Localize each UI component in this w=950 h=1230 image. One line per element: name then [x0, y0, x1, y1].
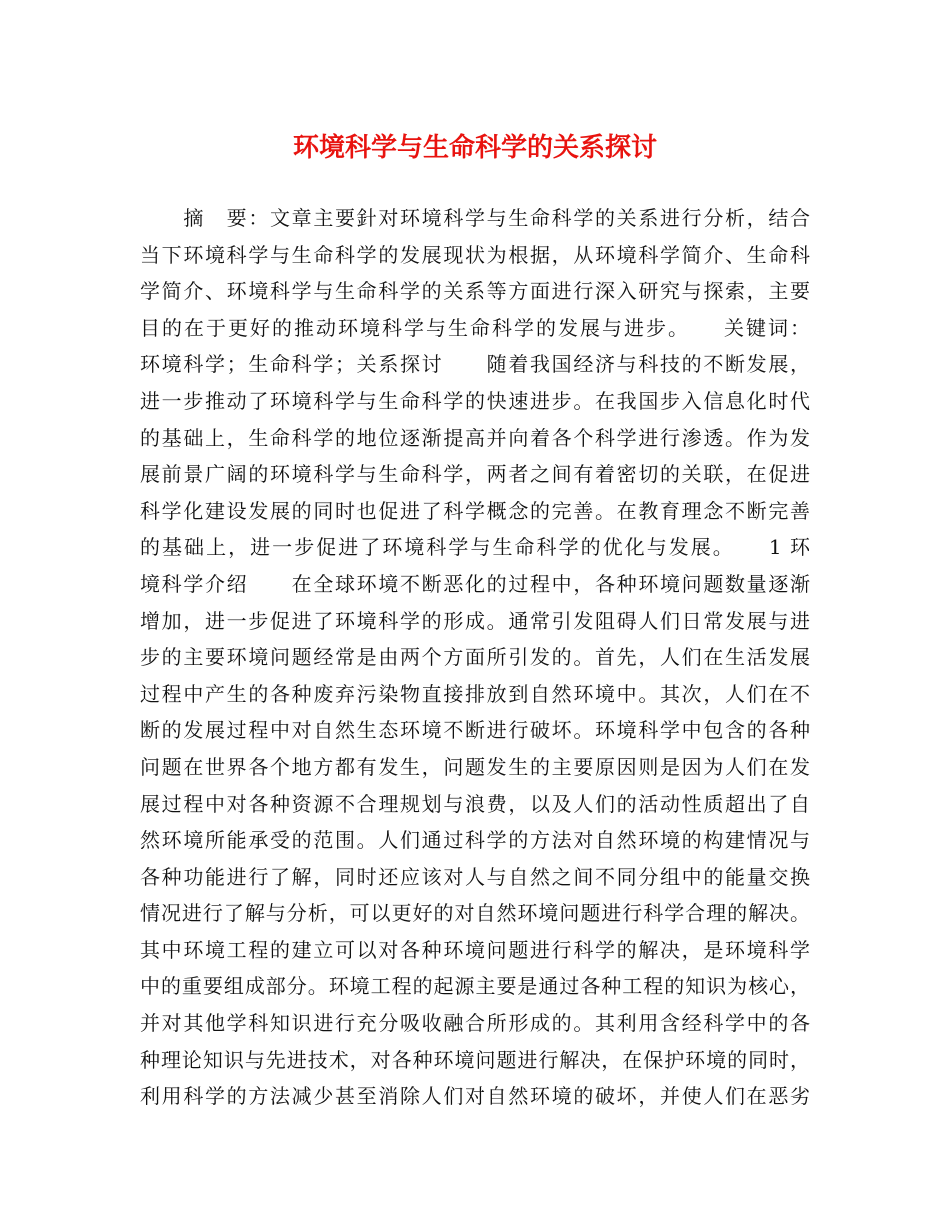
body-line: 过程中产生的各种废弃污染物直接排放到自然环境中。其次，人们在不: [140, 681, 810, 706]
body-line: 境科学介绍 在全球环境不断恶化的过程中，各种环境问题数量逐渐: [140, 571, 810, 596]
body-line: 其中环境工程的建立可以对各种环境问题进行科学的解决，是环境科学: [140, 937, 810, 962]
body-line: 利用科学的方法减少甚至消除人们对自然环境的破坏，并使人们在恶劣: [140, 1084, 810, 1109]
body-line: 增加，进一步促进了环境科学的形成。通常引发阻碍人们日常发展与进: [140, 608, 810, 633]
body-line: 各种功能进行了解，同时还应该对人与自然之间不同分组中的能量交换: [140, 864, 810, 889]
body-line: 的基础上，生命科学的地位逐渐提高并向着各个科学进行渗透。作为发: [140, 425, 810, 450]
body-line: 当下环境科学与生命科学的发展现状为根据，从环境科学简介、生命科: [140, 242, 810, 267]
document-title: 环境科学与生命科学的关系探讨: [292, 133, 657, 163]
body-line: 展过程中对各种资源不合理规划与浪费，以及人们的活动性质超出了自: [140, 791, 810, 816]
body-line: 然环境所能承受的范围。人们通过科学的方法对自然环境的构建情况与: [140, 828, 810, 853]
body-line: 科学化建设发展的同时也促进了科学概念的完善。在教育理念不断完善: [140, 498, 810, 523]
body-line: 中的重要组成部分。环境工程的起源主要是通过各种工程的知识为核心，: [140, 974, 810, 999]
body-line: 种理论知识与先进技术，对各种环境问题进行解决，在保护环境的同时，: [140, 1047, 810, 1072]
body-line: 进一步推动了环境科学与生命科学的快速进步。在我国步入信息化时代: [140, 388, 810, 413]
body-line: 环境科学；生命科学；关系探讨 随着我国经济与科技的不断发展，: [140, 352, 810, 377]
body-line: 目的在于更好的推动环境科学与生命科学的发展与进步。 关键词：: [140, 315, 810, 340]
body-line: 学简介、环境科学与生命科学的关系等方面进行深入研究与探索，主要: [140, 279, 810, 304]
body-line: 情况进行了解与分析，可以更好的对自然环境问题进行科学合理的解决。: [140, 901, 810, 926]
body-line: 并对其他学科知识进行充分吸收融合所形成的。其利用含经科学中的各: [140, 1011, 810, 1036]
body-line: 的基础上，进一步促进了环境科学与生命科学的优化与发展。 1 环: [140, 535, 810, 560]
body-line: 步的主要环境问题经常是由两个方面所引发的。首先，人们在生活发展: [140, 645, 810, 670]
body-line: 摘 要：文章主要針对环境科学与生命科学的关系进行分析，结合: [140, 206, 810, 230]
body-line: 展前景广阔的环境科学与生命科学，两者之间有着密切的关联，在促进: [140, 462, 810, 487]
body-line: 断的发展过程中对自然生态环境不断进行破坏。环境科学中包含的各种: [140, 718, 810, 743]
document-body: [140, 200, 810, 1115]
body-line: 问题在世界各个地方都有发生，问题发生的主要原因则是因为人们在发: [140, 754, 810, 779]
